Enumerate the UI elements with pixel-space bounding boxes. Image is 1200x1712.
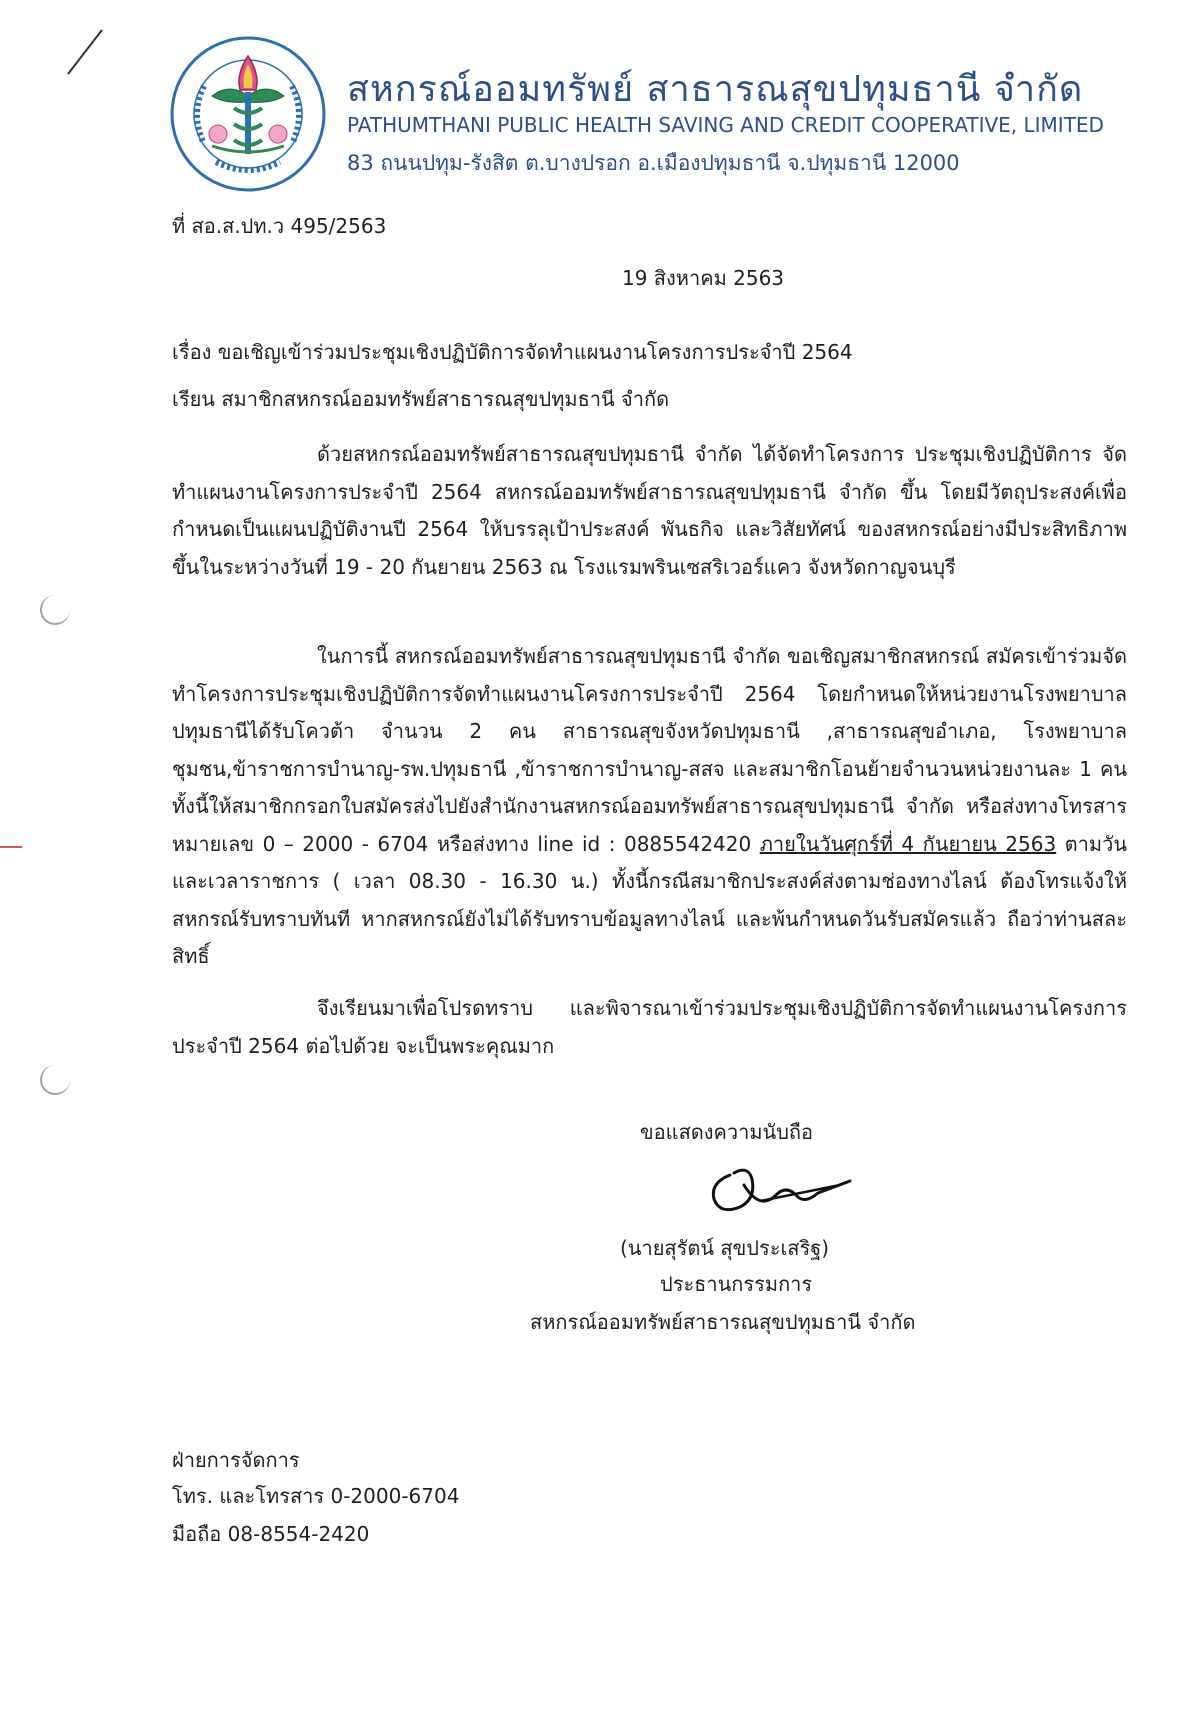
letter-subject: เรื่อง ขอเชิญเข้าร่วมประชุมเชิงปฏิบัติการจัดทำแผนงานโครงการประจำปี 2564 (172, 340, 853, 364)
body-paragraph-1 (172, 436, 1127, 586)
letter-recipient: เรียน สมาชิกสหกรณ์ออมทรัพย์สาธารณสุขปทุมธานี จำกัด (172, 387, 670, 411)
footer-department: ฝ่ายการจัดการ (172, 1448, 300, 1472)
paragraph-2-rest: ตามวัน และเวลาราชการ ( เวลา 08.30 - 16.30 น.) ทั้งนี้กรณีสมาชิกประสงค์ส่งตามช่องทางไลน์ ต้องโทรแจ้งให้สหกรณ์รับทราบทันที หากสหกรณ์ยังไม่ได้รับทราบข้อมูลทางไลน์ และพ้นกำหนดวันรับสมัครแล้ว ถือว่าท่านสละสิทธิ์ (172, 831, 1127, 968)
footer-mobile: มือถือ 08-8554-2420 (172, 1522, 370, 1546)
signature (700, 1155, 860, 1225)
closing-phrase: ขอแสดงความนับถือ (640, 1120, 814, 1144)
letter-date: 19 สิงหาคม 2563 (622, 266, 785, 290)
paragraph-1-text: ด้วยสหกรณ์ออมทรัพย์สาธารณสุขปทุมธานี จำกัด ได้จัดทำโครงการ ประชุมเชิงปฏิบัติการ จัดทำแผนงานโครงการประจำปี 2564 สหกรณ์ออมทรัพย์สาธารณสุขปทุมธานี จำกัด ขึ้น โดยมีวัตถุประสงค์เพื่อกำหนดเป็นแผนปฏิบัติงานปี 2564 ให้บรรลุเป้าประสงค์ พันธกิจ และวิสัยทัศน์ ของสหกรณ์อย่างมีประสิทธิภาพ ขึ้นในระหว่างวันที่ 19 - 20 กันยายน 2563 ณ โรงแรมพรินเซสริเวอร์แคว จังหวัดกาญจนบุรี (172, 442, 1127, 579)
body-paragraph-3 (172, 990, 1127, 1065)
margin-mark (0, 846, 22, 848)
pen-mark (62, 26, 106, 78)
body-paragraph-2 (172, 638, 1127, 976)
paragraph-2-text: ในการนี้ สหกรณ์ออมทรัพย์สาธารณสุขปทุมธานี จำกัด ขอเชิญสมาชิกสหกรณ์ สมัครเข้าร่วมจัดทำโครงการประชุมเชิงปฏิบัติการจัดทำแผนงานโครงการประจำปี 2564 โดยกำหนดให้หน่วยงานโรงพยาบาลปทุมธานีได้รับโควต้า จำนวน 2 คน สาธารณสุขจังหวัดปทุมธานี ,สาธารณสุขอำเภอ, โรงพยาบาลชุมชน,ข้าราชการบำนาญ-รพ.ปทุมธานี ,ข้าราชการบำนาญ-สสจ และสมาชิกโอนย้ายจำนวนหน่วยงานละ 1 คน ทั้งนี้ให้สมาชิกกรอกใบสมัครส่งไปยังสำนักงานสหกรณ์ออมทรัพย์สาธารณสุขปทุมธานี จำกัด หรือส่งทางโทรสารหมายเลข 0 – 2000 - 6704 หรือส่งทาง line id : 0885542420 (172, 644, 1127, 856)
signer-organization: สหกรณ์ออมทรัพย์สาธารณสุขปทุมธานี จำกัด (530, 1310, 916, 1334)
paragraph-3-text: จึงเรียนมาเพื่อโปรดทราบ และพิจารณาเข้าร่วมประชุมเชิงปฏิบัติการจัดทำแผนงานโครงการประจำปี 2564 ต่อไปด้วย จะเป็นพระคุณมาก (172, 996, 1127, 1058)
signer-title: ประธานกรรมการ (660, 1272, 813, 1296)
reference-number: ที่ สอ.ส.ปท.ว 495/2563 (172, 214, 387, 238)
registration-deadline: ภายในวันศุกร์ที่ 4 กันยายน 2563 (759, 831, 1057, 856)
punch-hole-mark (40, 1065, 70, 1095)
cooperative-seal-logo (168, 34, 328, 194)
org-name-thai: สหกรณ์ออมทรัพย์ สาธารณสุขปทุมธานี จำกัด (347, 69, 1084, 110)
footer-phone-fax: โทร. และโทรสาร 0-2000-6704 (172, 1484, 460, 1508)
signer-name: (นายสุรัตน์ สุขประเสริฐ) (620, 1236, 830, 1260)
org-address: 83 ถนนปทุม-รังสิต ต.บางปรอก อ.เมืองปทุมธานี จ.ปทุมธานี 12000 (347, 151, 960, 175)
org-name-english: PATHUMTHANI PUBLIC HEALTH SAVING AND CREDIT COOPERATIVE, LIMITED (347, 113, 1104, 137)
punch-hole-mark (40, 595, 70, 625)
